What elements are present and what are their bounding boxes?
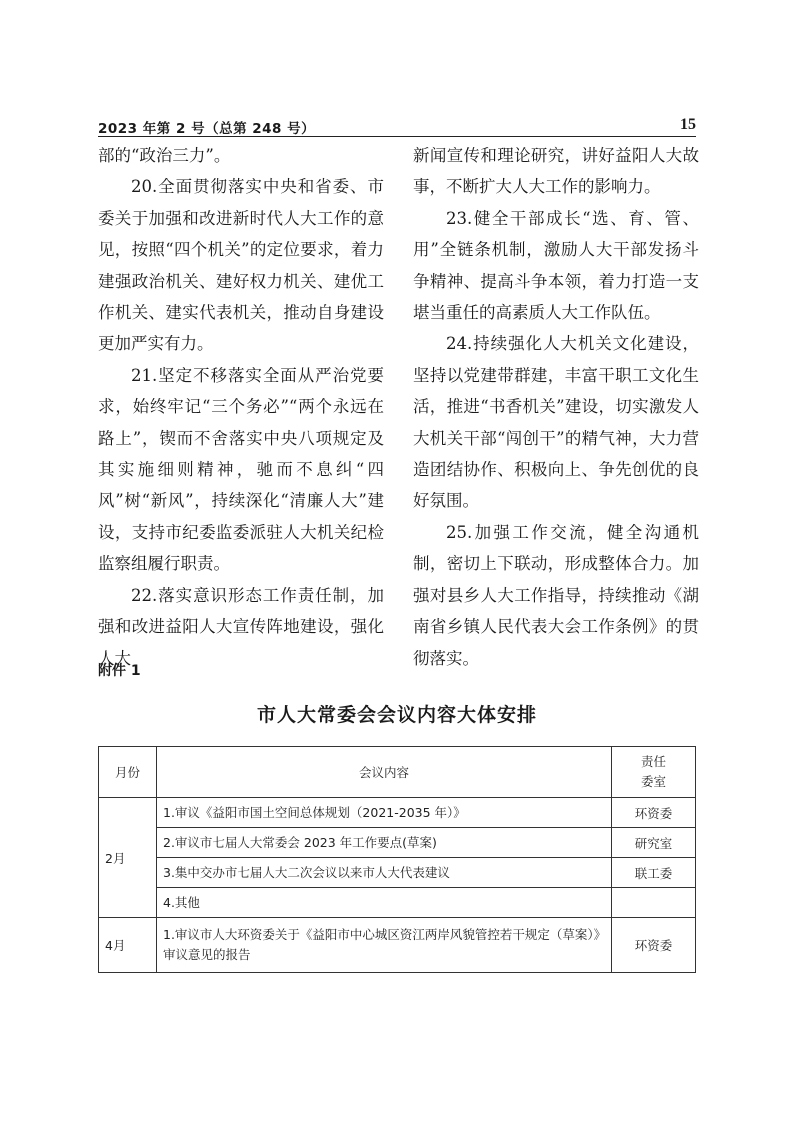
table-row xyxy=(99,798,696,828)
annex-label: 附件 1 xyxy=(98,663,141,679)
left-text-column xyxy=(98,140,384,674)
table-row xyxy=(99,858,696,888)
right-text-column xyxy=(413,140,699,674)
header-content: 会议内容 xyxy=(157,747,612,798)
dept-cell: 环资委 xyxy=(612,918,696,973)
dept-cell: 环资委 xyxy=(612,798,696,828)
body-paragraph: 部的“政治三力”。 xyxy=(98,146,231,165)
dept-cell: 研究室 xyxy=(612,828,696,858)
month-cell: 4月 xyxy=(99,918,157,973)
running-header xyxy=(98,116,696,137)
body-paragraph: 23.健全干部成长“选、育、管、用”全链条机制，激励人大干部发扬斗争精神、提高斗争本领，着力打造一支堪当重任的高素质人大工作队伍。 xyxy=(413,208,699,323)
table-header-row xyxy=(99,747,696,798)
month-cell: 2月 xyxy=(99,798,157,918)
meeting-schedule-table xyxy=(98,746,696,973)
issue-label: 2023 年第 2 号（总第 248 号） xyxy=(98,121,316,137)
body-paragraph: 20.全面贯彻落实中央和省委、市委关于加强和改进新时代人大工作的意见，按照“四个机关”的定位要求，着力建强政治机关、建好权力机关、建优工作机关、建实代表机关，推动自身建设更加严实有力。 xyxy=(98,177,384,354)
content-cell: 4.其他 xyxy=(157,888,612,918)
table-row xyxy=(99,828,696,858)
page-number: 15 xyxy=(680,116,696,133)
dept-cell xyxy=(612,888,696,918)
content-cell: 3.集中交办市七届人大二次会议以来市人大代表建议 xyxy=(157,858,612,888)
body-paragraph: 25.加强工作交流，健全沟通机制，密切上下联动，形成整体合力。加强对县乡人大工作指导，持续推动《湖南省乡镇人民代表大会工作条例》的贯彻落实。 xyxy=(413,522,699,668)
table-title: 市人大常委会会议内容大体安排 xyxy=(256,704,537,726)
content-cell: 2.审议市七届人大常委会 2023 年工作要点(草案) xyxy=(157,828,612,858)
body-paragraph: 21.坚定不移落实全面从严治党要求，始终牢记“三个务必”“两个永远在路上”，锲而不舍落实中央八项规定及其实施细则精神，驰而不息纠“四风”树“新风”，持续深化“清廉人大”建设，支持市纪委监委派驻人大机关纪检监察组履行职责。 xyxy=(98,365,384,574)
body-paragraph: 24.持续强化人大机关文化建设，坚持以党建带群建，丰富干职工文化生活，推进“书香机关”建设，切实激发人大机关干部“闯创干”的精气神，大力营造团结协作、积极向上、争先创优的良好氛围。 xyxy=(413,334,699,511)
content-cell: 1.审议市人大环资委关于《益阳市中心城区资江两岸风貌管控若干规定（草案）》审议意见的报告 xyxy=(157,918,612,973)
dept-cell: 联工委 xyxy=(612,858,696,888)
body-paragraph: 新闻宣传和理论研究，讲好益阳人大故事，不断扩大人大工作的影响力。 xyxy=(413,146,699,197)
body-paragraph: 22.落实意识形态工作责任制，加强和改进益阳人大宣传阵地建设，强化人大 xyxy=(98,585,384,668)
table-row xyxy=(99,888,696,918)
header-dept: 责任 委室 xyxy=(612,747,696,798)
table-row xyxy=(99,918,696,973)
header-month: 月份 xyxy=(99,747,157,798)
content-cell: 1.审议《益阳市国土空间总体规划（2021-2035 年）》 xyxy=(157,798,612,828)
